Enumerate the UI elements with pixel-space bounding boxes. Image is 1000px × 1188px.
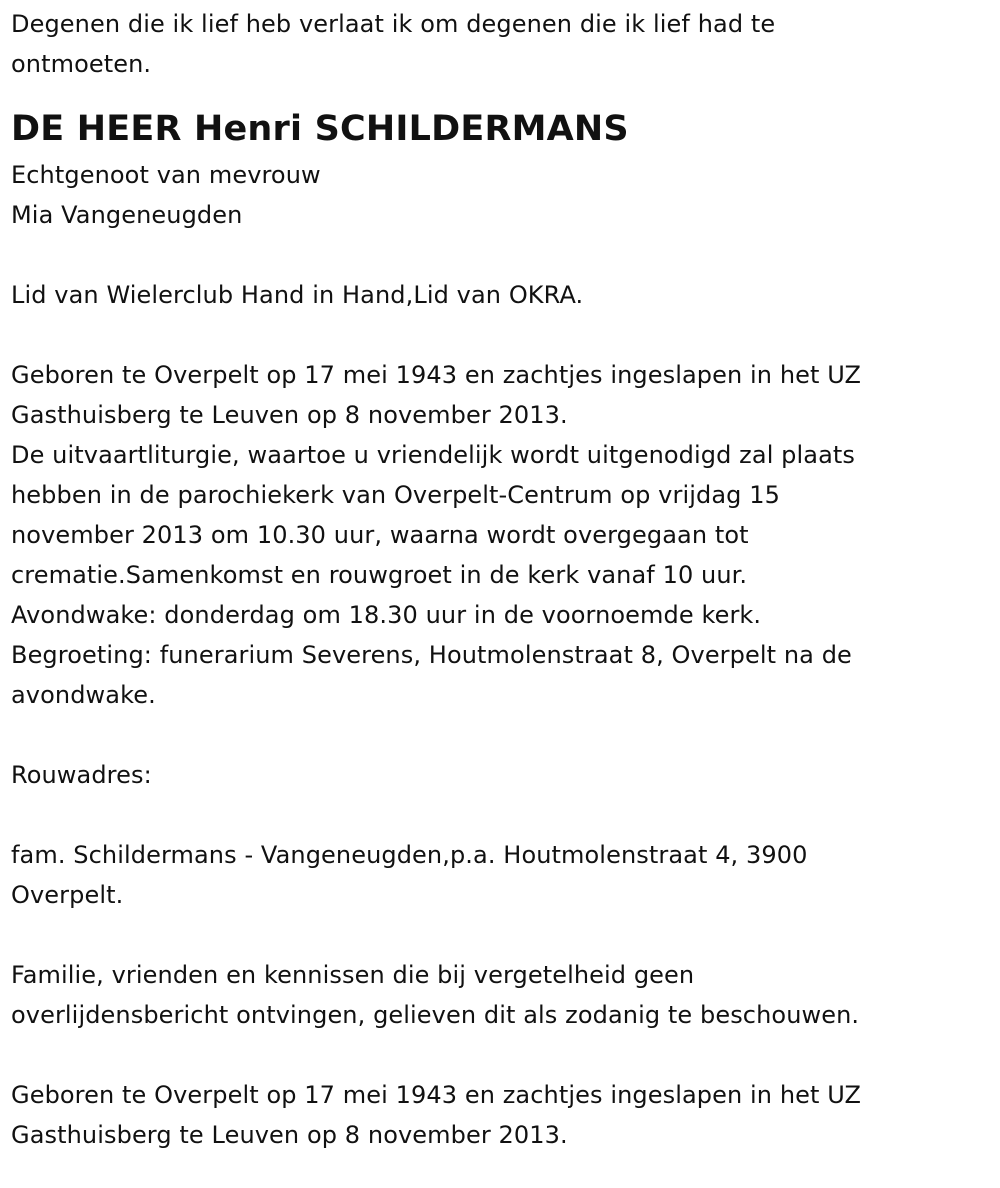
quote-line: ontmoeten.: [11, 50, 152, 78]
closing-line: Gasthuisberg te Leuven op 8 november 2013.: [11, 1121, 568, 1149]
details-line: hebben in de parochiekerk van Overpelt-Centrum op vrijdag 15: [11, 481, 780, 509]
notice-line: Familie, vrienden en kennissen die bij vergetelheid geen: [11, 961, 695, 989]
spacer: [11, 795, 988, 835]
spouse-line: Mia Vangeneugden: [11, 201, 243, 229]
spacer: [11, 235, 988, 275]
details-line: Begroeting: funerarium Severens, Houtmolenstraat 8, Overpelt na de: [11, 641, 852, 669]
spacer: [11, 715, 988, 755]
details-line: avondwake.: [11, 681, 156, 709]
closing-line: Geboren te Overpelt op 17 mei 1943 en zachtjes ingeslapen in het UZ: [11, 1081, 862, 1109]
spacer: [11, 315, 988, 355]
quote-block: [11, 4, 988, 84]
memberships-line: Lid van Wielerclub Hand in Hand,Lid van OKRA.: [11, 281, 584, 309]
spacer: [11, 915, 988, 955]
closing-block: [11, 1075, 988, 1155]
quote-line: Degenen die ik lief heb verlaat ik om degenen die ik lief had te: [11, 10, 776, 38]
details-line: november 2013 om 10.30 uur, waarna wordt overgegaan tot: [11, 521, 749, 549]
notice-block: [11, 955, 988, 1035]
spacer: [11, 1035, 988, 1075]
details-block: [11, 355, 988, 715]
spouse-line: Echtgenoot van mevrouw: [11, 161, 321, 189]
details-line: Avondwake: donderdag om 18.30 uur in de voornoemde kerk.: [11, 601, 762, 629]
details-line: crematie.Samenkomst en rouwgroet in de kerk vanaf 10 uur.: [11, 561, 748, 589]
mourning-address-line: fam. Schildermans - Vangeneugden,p.a. Houtmolenstraat 4, 3900: [11, 841, 808, 869]
notice-line: overlijdensbericht ontvingen, gelieven dit als zodanig te beschouwen.: [11, 1001, 860, 1029]
spouse-block: [11, 155, 988, 235]
memberships-block: [11, 275, 988, 315]
details-line: De uitvaartliturgie, waartoe u vriendelijk wordt uitgenodigd zal plaats: [11, 441, 856, 469]
mourning-address-heading: Rouwadres:: [11, 761, 152, 789]
deceased-name: DE HEER Henri SCHILDERMANS: [11, 109, 629, 149]
details-line: Gasthuisberg te Leuven op 8 november 2013.: [11, 401, 568, 429]
details-line: Geboren te Overpelt op 17 mei 1943 en zachtjes ingeslapen in het UZ: [11, 361, 862, 389]
mourning-address-line: Overpelt.: [11, 881, 124, 909]
mourning-address-block: [11, 835, 988, 915]
